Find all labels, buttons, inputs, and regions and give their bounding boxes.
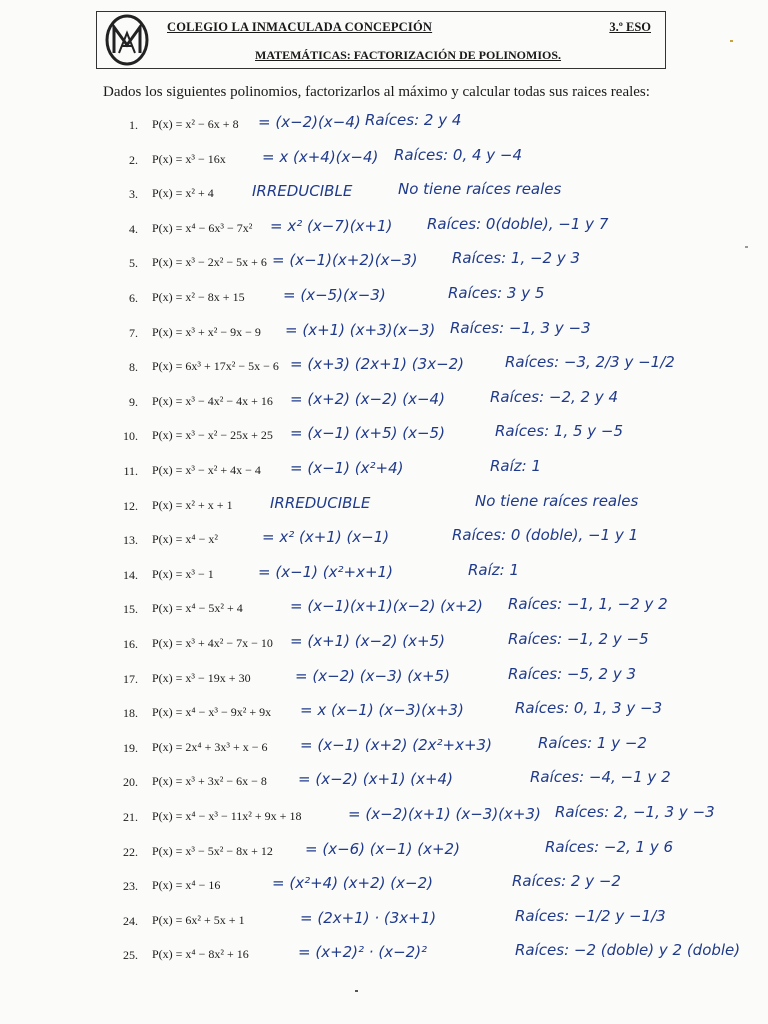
exercise-number: 24. — [123, 913, 138, 928]
handwritten-factorization: = (x−6) (x−1) (x+2) — [305, 839, 460, 858]
handwritten-roots: Raíces: −1/2 y −1/3 — [515, 906, 666, 925]
course-label: 3.º ESO — [609, 20, 651, 34]
handwritten-factorization: = (x+1) (x−2) (x+5) — [290, 632, 445, 650]
polynomial-expression: P(x) = x⁴ − x³ − 11x² + 9x + 18 — [152, 809, 302, 823]
exercise-row — [0, 111, 768, 141]
polynomial-expression: P(x) = 2x⁴ + 3x³ + x − 6 — [152, 739, 268, 754]
exercise-number: 17. — [123, 671, 138, 686]
handwritten-factorization: = (x+2)² · (x−2)² — [298, 943, 428, 962]
handwritten-roots: Raíces: 1 y −2 — [538, 733, 647, 752]
exercise-number: 16. — [123, 637, 138, 651]
polynomial-expression: P(x) = x³ − x² + 4x − 4 — [152, 463, 261, 477]
exercise-number: 21. — [123, 810, 138, 824]
exercise-number: 12. — [123, 498, 138, 513]
exercise-row — [0, 215, 768, 245]
handwritten-factorization: = x² (x−7)(x+1) — [270, 216, 393, 235]
exercise-row — [0, 630, 768, 660]
polynomial-expression: P(x) = x² − 8x + 15 — [152, 290, 245, 304]
handwritten-factorization: = (x−1) (x²+4) — [290, 459, 404, 477]
handwritten-factorization: = x (x+4)(x−4) — [262, 147, 379, 166]
exercise-number: 14. — [123, 567, 138, 582]
exercise-row — [0, 872, 768, 902]
polynomial-expression: P(x) = x⁴ − 5x² + 4 — [152, 601, 243, 616]
polynomial-expression: P(x) = x³ + 4x² − 7x − 10 — [152, 636, 273, 650]
exercise-row — [0, 561, 768, 591]
polynomial-expression: P(x) = x⁴ − x³ − 9x² + 9x — [152, 705, 272, 720]
subject-title: MATEMÁTICAS: FACTORIZACIÓN DE POLINOMIOS. — [255, 48, 562, 62]
handwritten-roots: Raíces: 3 y 5 — [448, 284, 545, 302]
school-name: COLEGIO LA INMACULADA CONCEPCIÓN — [167, 20, 433, 34]
exercise-number: 5. — [129, 256, 138, 271]
handwritten-roots: Raíces: 1, −2 y 3 — [452, 249, 581, 268]
handwritten-roots: Raíces: 0 (doble), −1 y 1 — [452, 526, 639, 545]
paper-speck — [730, 40, 733, 42]
exercise-number: 22. — [123, 844, 138, 859]
handwritten-factorization: = (x−1)(x+1)(x−2) (x+2) — [290, 597, 483, 616]
handwritten-factorization: = (x+1) (x+3)(x−3) — [285, 320, 436, 339]
handwritten-roots: No tiene raíces reales — [475, 491, 639, 510]
exercise-row — [0, 595, 768, 625]
handwritten-factorization: = (x−1) (x²+x+1) — [258, 562, 393, 581]
polynomial-expression: P(x) = x³ − x² − 25x + 25 — [152, 428, 273, 443]
polynomial-expression: P(x) = x² + 4 — [152, 186, 214, 201]
handwritten-factorization: = (x−2)(x−4) — [258, 113, 361, 131]
exercise-number: 19. — [123, 740, 138, 755]
handwritten-roots: Raíces: 0, 4 y −4 — [394, 145, 523, 164]
polynomial-expression: P(x) = x² + x + 1 — [152, 497, 233, 512]
exercise-row — [0, 146, 768, 176]
exercise-row — [0, 526, 768, 556]
exercise-row — [0, 388, 768, 418]
exercise-row — [0, 803, 768, 833]
handwritten-roots: Raíces: 1, 5 y −5 — [495, 422, 624, 441]
exercise-row — [0, 907, 768, 937]
exercise-row — [0, 249, 768, 279]
handwritten-factorization: IRREDUCIBLE — [270, 493, 371, 512]
handwritten-factorization: = (x+3) (2x+1) (3x−2) — [290, 355, 465, 374]
exercise-number: 7. — [129, 325, 138, 340]
exercise-row — [0, 734, 768, 764]
polynomial-expression: P(x) = x³ − 16x — [152, 151, 226, 166]
handwritten-factorization: IRREDUCIBLE — [252, 182, 353, 201]
polynomial-expression: P(x) = x⁴ − x² — [152, 532, 218, 547]
instructions-text: Dados los siguientes polinomios, factorizarlos al máximo y calcular todas sus raices reales: — [103, 84, 650, 100]
handwritten-factorization: = (x−1) (x+2) (2x²+x+3) — [300, 735, 492, 754]
exercise-row — [0, 768, 768, 798]
handwritten-roots: Raíces: −2, 1 y 6 — [545, 837, 674, 856]
exercise-number: 15. — [123, 602, 138, 617]
polynomial-expression: P(x) = x⁴ − 8x² + 16 — [152, 947, 249, 962]
exercise-number: 20. — [123, 775, 138, 790]
handwritten-factorization: = (x²+4) (x+2) (x−2) — [272, 874, 433, 893]
handwritten-roots: Raíces: 2, −1, 3 y −3 — [555, 803, 715, 821]
handwritten-roots: Raíces: −5, 2 y 3 — [508, 664, 637, 683]
handwritten-roots: Raíces: −3, 2/3 y −1/2 — [505, 353, 675, 372]
handwritten-factorization: = (x−2) (x−3) (x+5) — [295, 666, 450, 685]
header-box — [96, 11, 666, 69]
exercise-row — [0, 284, 768, 314]
exercise-number: 6. — [129, 291, 138, 305]
exercise-number: 2. — [129, 152, 138, 167]
handwritten-roots: Raíces: 2 y 4 — [365, 111, 462, 129]
polynomial-expression: P(x) = 6x³ + 17x² − 5x − 6 — [152, 359, 279, 374]
polynomial-expression: P(x) = x³ − 1 — [152, 566, 214, 581]
handwritten-roots: Raíces: −4, −1 y 2 — [530, 768, 671, 787]
exercise-number: 25. — [123, 948, 138, 963]
polynomial-expression: P(x) = x⁴ − 16 — [152, 878, 221, 893]
exercise-number: 10. — [123, 429, 138, 444]
handwritten-roots: Raíces: 2 y −2 — [512, 872, 621, 891]
polynomial-expression: P(x) = x³ + x² − 9x − 9 — [152, 324, 261, 339]
handwritten-roots: Raíz: 1 — [468, 560, 520, 579]
handwritten-factorization: = x (x−1) (x−3)(x+3) — [300, 701, 464, 720]
polynomial-expression: P(x) = x³ − 4x² − 4x + 16 — [152, 393, 273, 408]
handwritten-roots: Raíces: −1, 3 y −3 — [450, 318, 591, 337]
handwritten-roots: Raíces: 0(doble), −1 y 7 — [427, 214, 609, 233]
exercise-row — [0, 941, 768, 971]
exercise-number: 18. — [123, 706, 138, 721]
handwritten-roots: No tiene raíces reales — [398, 180, 562, 199]
handwritten-factorization: = x² (x+1) (x−1) — [262, 528, 390, 547]
polynomial-expression: P(x) = x⁴ − 6x³ − 7x² — [152, 220, 253, 235]
handwritten-factorization: = (2x+1) · (3x+1) — [300, 908, 437, 927]
exercise-number: 1. — [129, 118, 138, 132]
exercise-number: 8. — [129, 360, 138, 375]
exercise-number: 13. — [123, 533, 138, 548]
handwritten-roots: Raíces: 0, 1, 3 y −3 — [515, 699, 663, 718]
handwritten-roots: Raíz: 1 — [490, 457, 542, 475]
exercise-row — [0, 699, 768, 729]
exercise-number: 23. — [123, 879, 138, 894]
polynomial-expression: P(x) = x² − 6x + 8 — [152, 117, 239, 131]
exercise-row — [0, 492, 768, 522]
school-logo-icon — [104, 13, 150, 67]
handwritten-roots: Raíces: −1, 2 y −5 — [508, 630, 649, 648]
exercise-row — [0, 838, 768, 868]
exercise-row — [0, 665, 768, 695]
exercise-row — [0, 353, 768, 383]
exercise-row — [0, 422, 768, 452]
handwritten-factorization: = (x+2) (x−2) (x−4) — [290, 389, 445, 408]
polynomial-expression: P(x) = x³ − 5x² − 8x + 12 — [152, 843, 273, 858]
handwritten-factorization: = (x−2)(x+1) (x−3)(x+3) — [348, 805, 541, 823]
exercise-number: 3. — [129, 187, 138, 202]
exercise-number: 9. — [129, 394, 138, 409]
exercise-number: 4. — [129, 221, 138, 236]
paper-speck — [745, 246, 748, 248]
polynomial-expression: P(x) = 6x² + 5x + 1 — [152, 912, 245, 927]
handwritten-factorization: = (x−5)(x−3) — [283, 286, 386, 304]
handwritten-factorization: = (x−2) (x+1) (x+4) — [298, 770, 453, 789]
handwritten-factorization: = (x−1)(x+2)(x−3) — [272, 251, 418, 270]
handwritten-roots: Raíces: −2 (doble) y 2 (doble) — [515, 941, 741, 960]
handwritten-roots: Raíces: −1, 1, −2 y 2 — [508, 595, 668, 614]
polynomial-expression: P(x) = x³ + 3x² − 6x − 8 — [152, 774, 267, 789]
exercise-number: 11. — [123, 464, 138, 478]
handwritten-roots: Raíces: −2, 2 y 4 — [490, 387, 619, 406]
handwritten-factorization: = (x−1) (x+5) (x−5) — [290, 424, 445, 443]
polynomial-expression: P(x) = x³ − 19x + 30 — [152, 670, 251, 685]
exercise-row — [0, 180, 768, 210]
polynomial-expression: P(x) = x³ − 2x² − 5x + 6 — [152, 255, 267, 270]
paper-speck — [355, 990, 358, 992]
exercise-row — [0, 319, 768, 349]
exercise-row — [0, 457, 768, 487]
